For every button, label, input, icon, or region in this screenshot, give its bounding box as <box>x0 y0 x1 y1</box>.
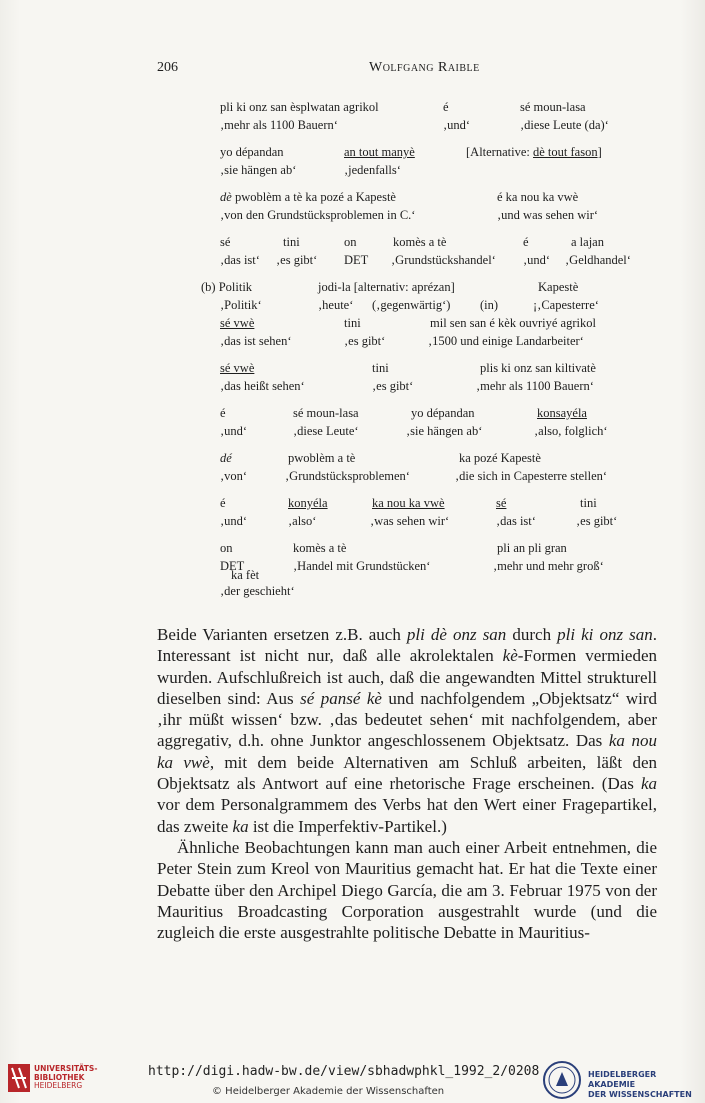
text-run: durch <box>506 625 558 644</box>
example-token: an tout manyè <box>344 145 415 159</box>
example-token: ka nou ka vwè <box>372 496 445 510</box>
example-gloss: ‚Geldhandel‘ <box>565 253 631 267</box>
example-token: sé moun-lasa <box>293 406 359 420</box>
example-gloss: ‚Handel mit Grundstücken‘ <box>293 559 431 573</box>
token-rest: pwoblèm a tè ka pozé a Kapestè <box>231 190 396 204</box>
example-gloss: ‚das ist‘ <box>496 514 536 528</box>
logo-line: BIBLIOTHEK <box>34 1072 85 1082</box>
text-run: -Formen vermieden wurden. Aufschlußreich ist auch, daß die angewandten Mittel strukturell dieselben sind: Aus <box>157 646 658 708</box>
italic-run: pli ki onz san <box>557 625 653 644</box>
library-logo-text <box>34 1065 97 1091</box>
example-gloss: ‚also‘ <box>288 514 317 528</box>
example-token: pwoblèm a tè <box>288 451 356 465</box>
example-gloss: ‚von‘ <box>220 469 248 483</box>
logo-line: HEIDELBERG <box>34 1081 83 1090</box>
example-gloss: ‚von den Grundstücksproblemen in C.‘ <box>220 208 416 222</box>
example-token: sé vwè <box>220 361 255 375</box>
example-token: dé <box>220 451 232 465</box>
academy-logo[interactable] <box>542 1060 702 1100</box>
example-token: on <box>220 541 233 555</box>
logo-line: UNIVERSITÄTS- <box>34 1064 98 1073</box>
example-token: Kapestè <box>538 280 579 294</box>
example-token: mil sen san é kèk ouvriyé agrikol <box>430 316 596 330</box>
example-gloss: (‚gegenwärtig‘) <box>372 298 451 312</box>
example-gloss: ‚sie hängen ab‘ <box>220 163 297 177</box>
italic-run: kè <box>502 646 518 666</box>
example-token: é <box>220 496 226 510</box>
text-run: vor dem Personalgrammem des Verbs hat den Wert einer Fragepartikel, das zweite <box>157 795 657 836</box>
example-gloss: ‚und‘ <box>220 514 248 528</box>
paragraph <box>157 624 657 837</box>
text-run: , mit dem beide Alternativen am Schluß arbeiten, läßt den Objektsatz als Antwort auf eine rhetorische Frage erscheinen. (Das <box>157 752 657 794</box>
running-head: Wolfgang Raible <box>369 60 480 75</box>
example-gloss: ‚das ist sehen‘ <box>220 334 292 348</box>
example-gloss: ‚und‘ <box>443 118 471 132</box>
example-gloss: ‚es gibt‘ <box>576 514 618 528</box>
example-token: yo dépandan <box>220 145 284 159</box>
text-run: Beide Varianten ersetzen z.B. auch <box>157 625 407 644</box>
example-token: sé vwè <box>220 316 255 330</box>
example-token: sé <box>220 235 231 249</box>
alt-suffix: ] <box>597 145 602 159</box>
italic-form: dè <box>220 190 232 204</box>
example-token: pli an pli gran <box>497 541 567 555</box>
example-token: tini <box>344 316 361 330</box>
example-gloss: (in) <box>480 298 499 312</box>
body-text <box>157 624 657 943</box>
text-run: ist die Imperfektiv-Partikel.) <box>248 816 447 836</box>
example-token: komès a tè <box>393 235 447 249</box>
example-gloss: ‚mehr als 1100 Bauern‘ <box>476 379 594 393</box>
example-gloss: ‚mehr und mehr groß‘ <box>493 559 604 573</box>
logo-line: HEIDELBERGER AKADEMIE <box>588 1070 657 1089</box>
example-token: é <box>220 406 226 420</box>
example-gloss: ‚diese Leute (da)‘ <box>520 118 609 132</box>
example-token: ka fèt <box>231 568 260 582</box>
example-token <box>220 190 396 205</box>
example-token: plis ki onz san kiltivatè <box>480 361 596 375</box>
example-gloss: ‚jedenfalls‘ <box>344 163 401 177</box>
example-token: yo dépandan <box>411 406 475 420</box>
italic-run: sé pansé kè <box>300 688 382 708</box>
example-gloss: ‚das ist‘ <box>220 253 260 267</box>
example-token: a lajan <box>571 235 604 249</box>
example-gloss: ‚die sich in Capesterre stellen‘ <box>455 469 608 483</box>
example-token: tini <box>580 496 597 510</box>
text-run: und nachfolgendem „Objektsatz“ wird ‚ihr müßt wissen‘ bzw. ‚das bedeutet sehen‘ mit nachfolgendem, aber aggregativ, d.h. ohne Junktor angeschlossenem Objektsatz. Das <box>157 688 657 751</box>
example-token: sé <box>496 496 507 510</box>
example-token <box>466 145 602 160</box>
logo-line: DER WISSENSCHAFTEN <box>588 1090 692 1099</box>
example-gloss: ‚das heißt sehen‘ <box>220 379 305 393</box>
italic-run: pli dè onz san <box>406 625 507 644</box>
example-gloss: ‚mehr als 1100 Bauern‘ <box>220 118 338 132</box>
example-gloss: ‚es gibt‘ <box>276 253 318 267</box>
example-gloss: ‚diese Leute‘ <box>293 424 359 438</box>
alt-prefix: [Alternative: <box>466 145 533 159</box>
example-token: tini <box>372 361 389 375</box>
academy-seal-icon <box>542 1060 582 1100</box>
italic-run: ka <box>232 816 249 836</box>
example-token: konyéla <box>288 496 328 510</box>
example-token: pli ki onz san èsplwatan agrikol <box>220 100 379 114</box>
example-gloss: ‚was sehen wir‘ <box>370 514 450 528</box>
example-token: on <box>344 235 357 249</box>
example-gloss: DET <box>344 253 369 267</box>
example-gloss: ‚und‘ <box>220 424 248 438</box>
example-gloss: ¡‚Capesterre‘ <box>533 298 599 312</box>
source-url-link[interactable]: http://digi.hadw-bw.de/view/sbhadwphkl_1992_2/0208 <box>148 1064 540 1079</box>
academy-logo-text <box>588 1070 702 1100</box>
alt-form: dè tout fason <box>533 145 598 159</box>
example-gloss: DET <box>220 559 245 573</box>
example-gloss: ‚1500 und einige Landarbeiter‘ <box>428 334 584 348</box>
library-logo[interactable] <box>8 1064 108 1098</box>
example-token: sé moun-lasa <box>520 100 586 114</box>
example-token: jodi-la [alternativ: aprézan] <box>318 280 455 294</box>
italic-run: ka nou ka vwè <box>157 731 657 772</box>
paragraph: Ähnliche Beobachtungen kann man auch einer Arbeit entnehmen, die Peter Stein zum Kreol von Mauritius gemacht hat. Er hat die Texte einer Debatte über den Archipel Diego García, die am 3. Februar 1975 von der Mauritius Broadcasting Corporation ausgestrahlt wurde (und die zugleich die erste ausgestrahlte politische Debatte in Mauritius- <box>157 837 657 943</box>
example-token: (b) Politik <box>201 280 253 294</box>
example-gloss: ‚der geschieht‘ <box>220 584 295 598</box>
example-gloss: ‚Grundstückshandel‘ <box>391 253 496 267</box>
example-gloss: ‚und was sehen wir‘ <box>497 208 599 222</box>
page-number: 206 <box>157 60 178 75</box>
example-gloss: ‚Politik‘ <box>220 298 262 312</box>
example-token: é ka nou ka vwè <box>497 190 579 204</box>
library-logo-icon <box>8 1064 30 1092</box>
example-gloss: ‚Grundstücksproblemen‘ <box>285 469 410 483</box>
text-run: . Interessant ist nicht nur, daß alle akrolektalen <box>157 625 657 666</box>
italic-run: ka <box>640 774 657 794</box>
example-gloss: ‚also, folglich‘ <box>534 424 608 438</box>
copyright-text: © Heidelberger Akademie der Wissenschaften <box>212 1086 445 1097</box>
example-gloss: ‚und‘ <box>523 253 551 267</box>
example-gloss: ‚heute‘ <box>318 298 354 312</box>
example-token: tini <box>283 235 300 249</box>
example-gloss: ‚es gibt‘ <box>344 334 386 348</box>
footer <box>0 1058 705 1103</box>
example-token: konsayéla <box>537 406 587 420</box>
example-token: é <box>443 100 449 114</box>
example-token: é <box>523 235 529 249</box>
example-gloss: ‚es gibt‘ <box>372 379 414 393</box>
example-gloss: ‚sie hängen ab‘ <box>406 424 483 438</box>
example-token: ka pozé Kapestè <box>459 451 541 465</box>
example-token: komès a tè <box>293 541 347 555</box>
